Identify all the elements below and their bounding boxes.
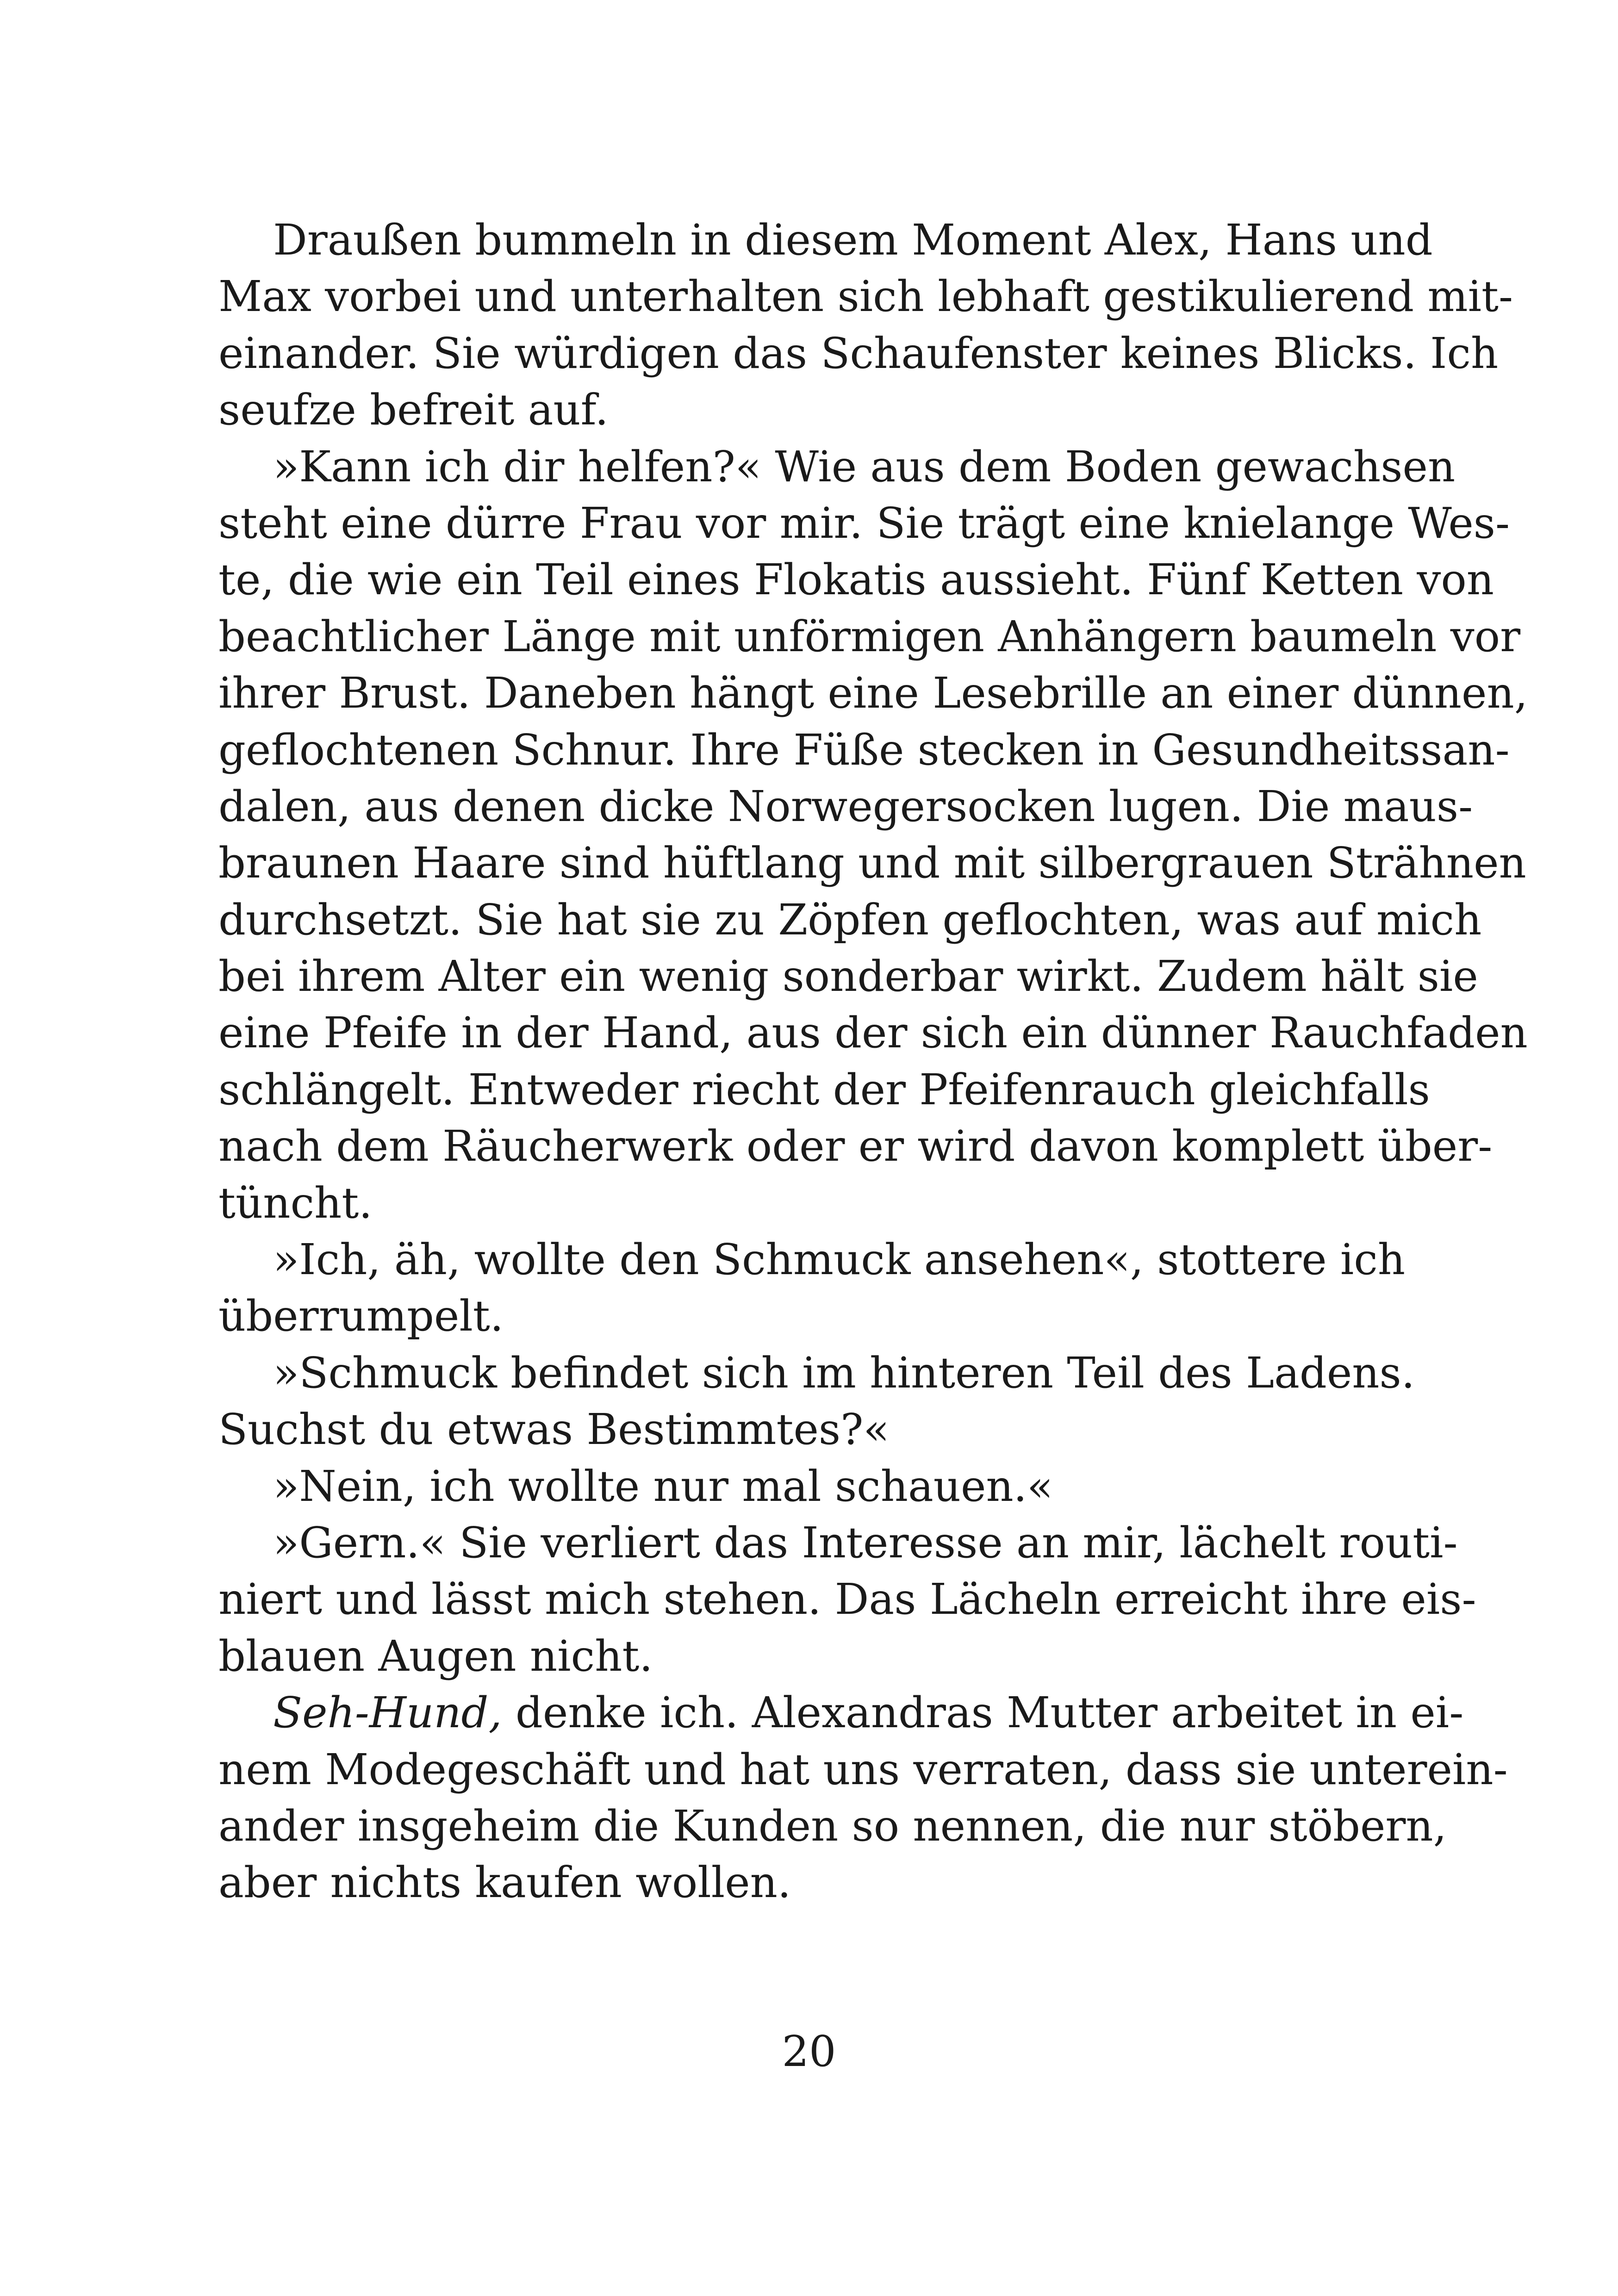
text-run: ihrer Brust. Daneben hängt eine Lesebrille an einer dünnen, bbox=[218, 668, 1528, 718]
text-run: beachtlicher Länge mit unförmigen Anhängern baumeln vor bbox=[218, 611, 1521, 661]
text-line bbox=[218, 1118, 1493, 1175]
text-line bbox=[218, 1345, 1415, 1401]
text-run: te, die wie ein Teil eines Flokatis aussieht. Fünf Ketten von bbox=[218, 555, 1494, 605]
italic-text-run: Seh-Hund, bbox=[273, 1688, 502, 1738]
text-run: »Kann ich dir helfen?« Wie aus dem Boden gewachsen bbox=[273, 442, 1456, 492]
text-run: einander. Sie würdigen das Schaufenster keines Blicks. Ich bbox=[218, 328, 1499, 378]
paragraph bbox=[218, 1685, 1508, 1911]
text-line bbox=[218, 1685, 1464, 1741]
text-run: überrumpelt. bbox=[218, 1291, 504, 1341]
text-run: »Gern.« Sie verliert das Interesse an mir, lächelt routi- bbox=[273, 1518, 1458, 1568]
text-line bbox=[218, 778, 1473, 835]
text-run: eine Pfeife in der Hand, aus der sich ein dünner Rauchfaden bbox=[218, 1008, 1528, 1058]
text-line bbox=[218, 1232, 1406, 1288]
text-line bbox=[218, 325, 1499, 382]
text-line bbox=[218, 495, 1510, 552]
text-line bbox=[218, 722, 1510, 778]
text-line bbox=[218, 1062, 1430, 1118]
text-run: ander insgeheim die Kunden so nennen, die nur stöbern, bbox=[218, 1801, 1447, 1851]
text-run: Draußen bummeln in diesem Moment Alex, Hans und bbox=[273, 215, 1433, 265]
text-line bbox=[218, 1742, 1508, 1798]
text-line bbox=[218, 948, 1478, 1005]
text-run: durchsetzt. Sie hat sie zu Zöpfen geflochten, was auf mich bbox=[218, 895, 1482, 945]
text-line bbox=[218, 1401, 1399, 1458]
text-run: dalen, aus denen dicke Norwegersocken lugen. Die maus- bbox=[218, 781, 1473, 831]
paragraph bbox=[218, 439, 1528, 1232]
text-line bbox=[218, 1798, 1447, 1854]
text-run: nem Modegeschäft und hat uns verraten, dass sie unterein- bbox=[218, 1744, 1508, 1794]
text-line bbox=[218, 892, 1482, 948]
text-line bbox=[218, 1628, 1399, 1685]
text-run: braunen Haare sind hüftlang und mit silbergrauen Strähnen bbox=[218, 838, 1526, 888]
body-text bbox=[218, 212, 1528, 1911]
text-line bbox=[218, 1854, 1399, 1911]
text-run: Suchst du etwas Bestimmtes?« bbox=[218, 1405, 890, 1455]
paragraph bbox=[218, 212, 1513, 439]
text-run: »Schmuck befindet sich im hinteren Teil des Ladens. bbox=[273, 1348, 1415, 1398]
text-line bbox=[218, 1288, 1399, 1344]
text-run: »Nein, ich wollte nur mal schauen.« bbox=[273, 1461, 1053, 1511]
text-run: »Ich, äh, wollte den Schmuck ansehen«, stottere ich bbox=[273, 1235, 1406, 1285]
text-run: Max vorbei und unterhalten sich lebhaft gestikulierend mit- bbox=[218, 272, 1513, 322]
text-line bbox=[218, 1515, 1458, 1571]
text-run: schlängelt. Entweder riecht der Pfeifenrauch gleichfalls bbox=[218, 1064, 1430, 1114]
text-run: blauen Augen nicht. bbox=[218, 1631, 653, 1681]
text-run: steht eine dürre Frau vor mir. Sie trägt eine knielange Wes- bbox=[218, 498, 1510, 548]
text-line bbox=[218, 1005, 1528, 1061]
paragraph bbox=[218, 1345, 1415, 1458]
text-run: geflochtenen Schnur. Ihre Füße stecken in Gesundheitssan- bbox=[218, 725, 1510, 775]
text-run: niert und lässt mich stehen. Das Lächeln erreicht ihre eis- bbox=[218, 1574, 1476, 1624]
text-line bbox=[218, 552, 1494, 608]
text-line bbox=[218, 1571, 1476, 1628]
text-line bbox=[218, 835, 1526, 891]
text-line bbox=[218, 212, 1433, 268]
text-line bbox=[218, 382, 1399, 438]
page-number: 20 bbox=[782, 2027, 836, 2076]
text-line bbox=[218, 439, 1456, 495]
text-line bbox=[218, 1458, 1399, 1515]
text-line bbox=[218, 665, 1528, 722]
text-line bbox=[218, 609, 1521, 665]
text-run: aber nichts kaufen wollen. bbox=[218, 1858, 791, 1908]
text-run: nach dem Räucherwerk oder er wird davon komplett über- bbox=[218, 1121, 1493, 1171]
paragraph bbox=[218, 1232, 1406, 1345]
text-run: seufze befreit auf. bbox=[218, 385, 609, 435]
paragraph bbox=[218, 1458, 1399, 1515]
text-line bbox=[218, 268, 1513, 325]
text-run: bei ihrem Alter ein wenig sonderbar wirkt. Zudem hält sie bbox=[218, 952, 1478, 1002]
text-line bbox=[218, 1175, 1399, 1232]
paragraph bbox=[218, 1515, 1476, 1685]
text-run: tüncht. bbox=[218, 1178, 373, 1228]
text-run: denke ich. Alexandras Mutter arbeitet in ei- bbox=[502, 1688, 1464, 1738]
